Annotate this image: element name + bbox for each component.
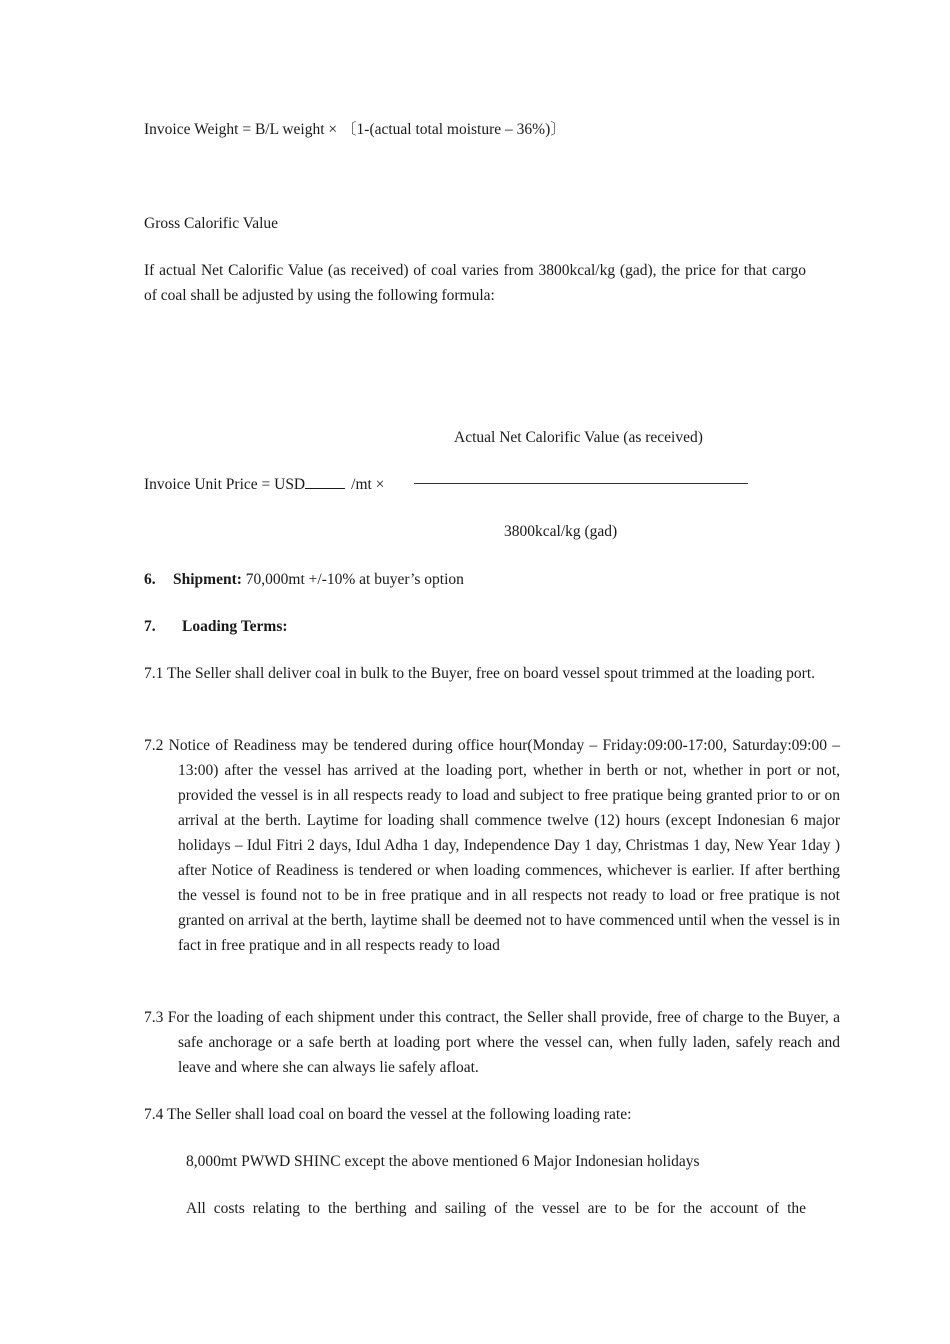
loading-rate: 8,000mt PWWD SHINC except the above mentioned 6 Major Indonesian holidays <box>186 1153 700 1170</box>
section-7-number: 7. <box>144 618 156 635</box>
formula-prefix: Invoice Unit Price = USD <box>144 476 306 493</box>
formula-numerator: Actual Net Calorific Value (as received) <box>454 429 703 446</box>
costs-text: All costs relating to the berthing and sailing of the vessel are to be for the account of the <box>186 1200 806 1217</box>
formula-denominator: 3800kcal/kg (gad) <box>504 523 618 540</box>
clause-7-4: 7.4 The Seller shall load coal on board the vessel at the following loading rate: <box>144 1106 632 1123</box>
section-7 <box>144 614 806 639</box>
section-7-title: Loading Terms: <box>182 618 288 635</box>
gcv-paragraph: If actual Net Calorific Value (as received) of coal varies from 3800kcal/kg (gad), the price for that cargo of coal shall be adjusted by using the following formula: <box>144 262 806 304</box>
price-blank <box>305 474 345 489</box>
formula-unit: /mt × <box>351 476 385 493</box>
section-6 <box>144 567 806 592</box>
clause-7-2: 7.2 Notice of Readiness may be tendered during office hour(Monday – Friday:09:00-17:00, Saturday:09:00 – 13:00) after the vessel has arrived at the loading port, whether in berth or not, whether in port or not, provided the vessel is in all respects ready to load and subject to free pratique being granted prior to or on arrival at the berth. Laytime for loading shall commence twelve (12) hours (except Indonesian 6 major holidays – Idul Fitri 2 days, Idul Adha 1 day, Independence Day 1 day, Christmas 1 day, New Year 1day ) after Notice of Readiness is tendered or when loading commences, whichever is earlier. If after berthing the vessel is found not to be in free pratique and in all respects not ready to load or free pratique is not granted on arrival at the berth, laytime shall be deemed not to have commenced until when the vessel is in fact in free pratique and in all respects ready to load <box>144 737 840 954</box>
section-6-title: Shipment: <box>173 571 242 588</box>
section-6-number: 6. <box>144 571 156 588</box>
section-6-text: 70,000mt +/-10% at buyer’s option <box>245 571 464 588</box>
fraction-bar <box>414 483 748 484</box>
clause-7-3: 7.3 For the loading of each shipment under this contract, the Seller shall provide, free of charge to the Buyer, a safe anchorage or a safe berth at loading port where the vessel can, when fully laden, safely reach and leave and where she can always lie safely afloat. <box>144 1009 840 1076</box>
gcv-heading: Gross Calorific Value <box>144 215 279 232</box>
clause-7-1: 7.1 The Seller shall deliver coal in bulk to the Buyer, free on board vessel spout trimmed at the loading port. <box>144 665 816 682</box>
price-formula-line <box>144 472 806 497</box>
invoice-weight-formula: Invoice Weight = B/L weight × 〔1-(actual total moisture – 36%)〕 <box>144 121 566 138</box>
